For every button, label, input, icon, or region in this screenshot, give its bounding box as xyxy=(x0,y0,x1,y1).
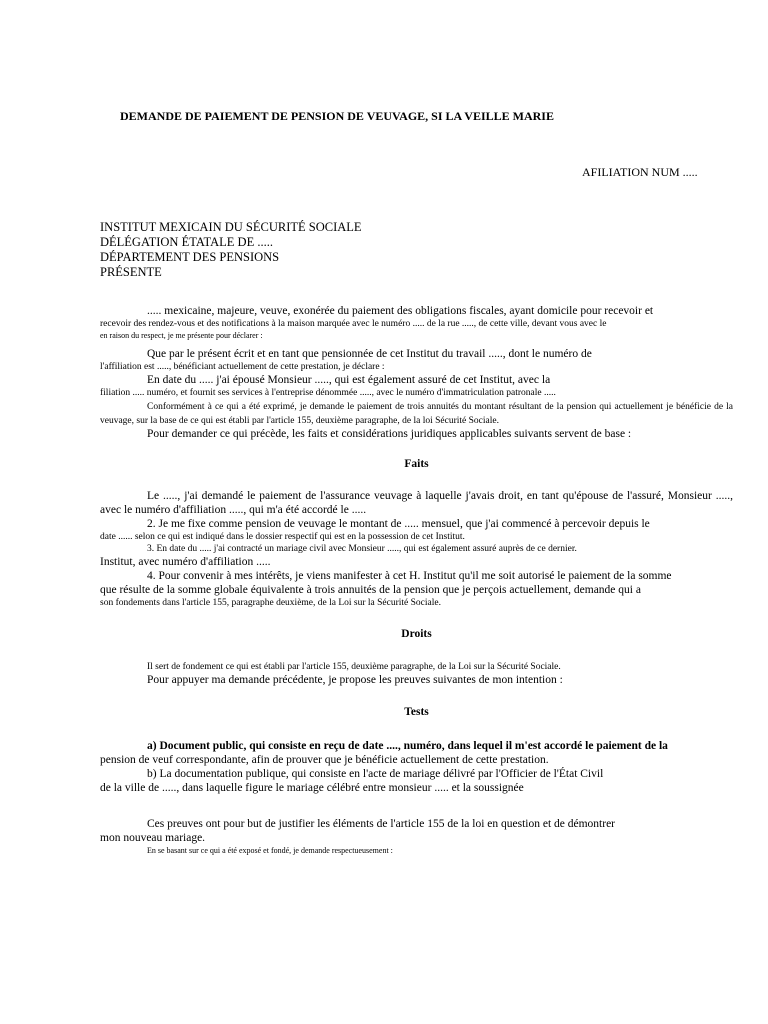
address-line: DÉLÉGATION ÉTATALE DE ..... xyxy=(100,235,273,249)
test-a-line: a) Document public, qui consiste en reçu de date ...., numéro, dans lequel il m'est accordé le paiement de la xyxy=(147,740,668,752)
test-b-line: de la ville de ....., dans laquelle figure le mariage célébré entre monsieur ..... et la soussignée xyxy=(100,782,524,794)
declaration-line: filiation ..... numéro, et fournit ses services à l'entreprise dénommée ....., avec le numéro d'immatriculation patronale ..... xyxy=(100,388,556,398)
document-title: DEMANDE DE PAIEMENT DE PENSION DE VEUVAGE, SI LA VEILLE MARIE xyxy=(120,109,554,123)
address-line: PRÉSENTE xyxy=(100,265,162,279)
droit-line: Il sert de fondement ce qui est établi par l'article 155, deuxième paragraphe, de la Loi sur la Sécurité Sociale. xyxy=(147,662,561,672)
section-heading-droits: Droits xyxy=(401,628,432,640)
test-b-line: b) La documentation publique, qui consiste en l'acte de mariage délivré par l'Officier de l'État Civil xyxy=(147,768,604,780)
fait-3-line: Institut, avec numéro d'affiliation ..... xyxy=(100,556,271,568)
fait-2-line: 2. Je me fixe comme pension de veuvage le montant de ..... mensuel, que j'ai commencé à percevoir depuis le xyxy=(147,518,650,530)
fait-4-line: 4. Pour convenir à mes intérêts, je viens manifester à cet H. Institut qu'il me soit autorisé le paiement de la somme xyxy=(147,570,672,582)
closing-line: mon nouveau mariage. xyxy=(100,832,206,844)
declaration-line: Que par le présent écrit et en tant que pensionnée de cet Institut du travail ....., dont le numéro de xyxy=(147,348,592,360)
fait-1: Le ....., j'ai demandé le paiement de l'assurance veuvage à laquelle j'avais droit, en tant qu'épouse de l'assuré, Monsieur ....., avec le numéro d'affiliation ....., qui m'a été accordé le ..... xyxy=(100,490,733,516)
declaration-3: Conformément à ce qui a été exprimé, je demande le paiement de trois annuités du montant résultant de la pension qui actuellement je bénéficie de la veuvage, sur la base de ce qui est établi par l'article 155, deuxième paragraphe, de la loi Sécurité Sociale. xyxy=(100,402,733,426)
closing-line: Ces preuves ont pour but de justifier les éléments de l'article 155 de la loi en question et de démontrer xyxy=(147,818,616,830)
fait-4-line: que résulte de la somme globale équivalente à trois annuités de la pension que je perçois actuellement, demande qui a xyxy=(100,584,641,596)
affiliation-number: AFILIATION NUM ..... xyxy=(582,165,698,179)
closing-section xyxy=(100,817,733,856)
declaration-4: Pour demander ce qui précède, les faits et considérations juridiques applicables suivants servent de base : xyxy=(147,428,632,440)
address-line: DÉPARTEMENT DES PENSIONS xyxy=(100,250,280,264)
fait-2-line: date ...... selon ce qui est indiqué dans le dossier respectif qui est en la possession de cet Institut. xyxy=(100,532,465,542)
declaration-2 xyxy=(100,373,733,399)
intro-line: recevoir des rendez-vous et des notifications à la maison marquée avec le numéro ..... de la rue ....., de cette ville, devant vous avec le xyxy=(100,319,607,329)
address-line: INSTITUT MEXICAIN DU SÉCURITÉ SOCIALE xyxy=(100,220,362,234)
declaration-1 xyxy=(100,347,733,373)
declaration-line: En date du ..... j'ai épousé Monsieur ....., qui est également assuré de cet Institut, avec la xyxy=(147,374,551,386)
declaration-line: l'affiliation est ....., bénéficiant actuellement de cette prestation, je déclare : xyxy=(100,362,385,372)
intro-line: en raison du respect, je me présente pour déclarer : xyxy=(100,331,263,340)
droit-line: Pour appuyer ma demande précédente, je propose les preuves suivantes de mon intention : xyxy=(147,674,563,686)
test-a-line: pension de veuf correspondante, afin de prouver que je bénéficie actuellement de cette prestation. xyxy=(100,754,549,766)
fait-3-line: 3. En date du ..... j'ai contracté un mariage civil avec Monsieur ....., qui est également assuré auprès de ce dernier. xyxy=(147,544,577,554)
fait-4-line: son fondements dans l'article 155, paragraphe deuxième, de la Loi sur la Sécurité Sociale. xyxy=(100,598,441,608)
faits-section xyxy=(100,489,733,609)
section-heading-faits: Faits xyxy=(404,458,429,470)
tests-section xyxy=(100,739,733,795)
document-body xyxy=(100,304,733,856)
closing-line: En se basant sur ce qui a été exposé et fondé, je demande respectueusement : xyxy=(147,846,393,855)
droits-section xyxy=(100,661,733,687)
intro-paragraph xyxy=(100,304,733,341)
intro-line: ..... mexicaine, majeure, veuve, exonérée du paiement des obligations fiscales, ayant domicile pour recevoir et xyxy=(147,305,654,317)
recipient-address xyxy=(100,220,362,280)
section-heading-tests: Tests xyxy=(404,706,429,718)
